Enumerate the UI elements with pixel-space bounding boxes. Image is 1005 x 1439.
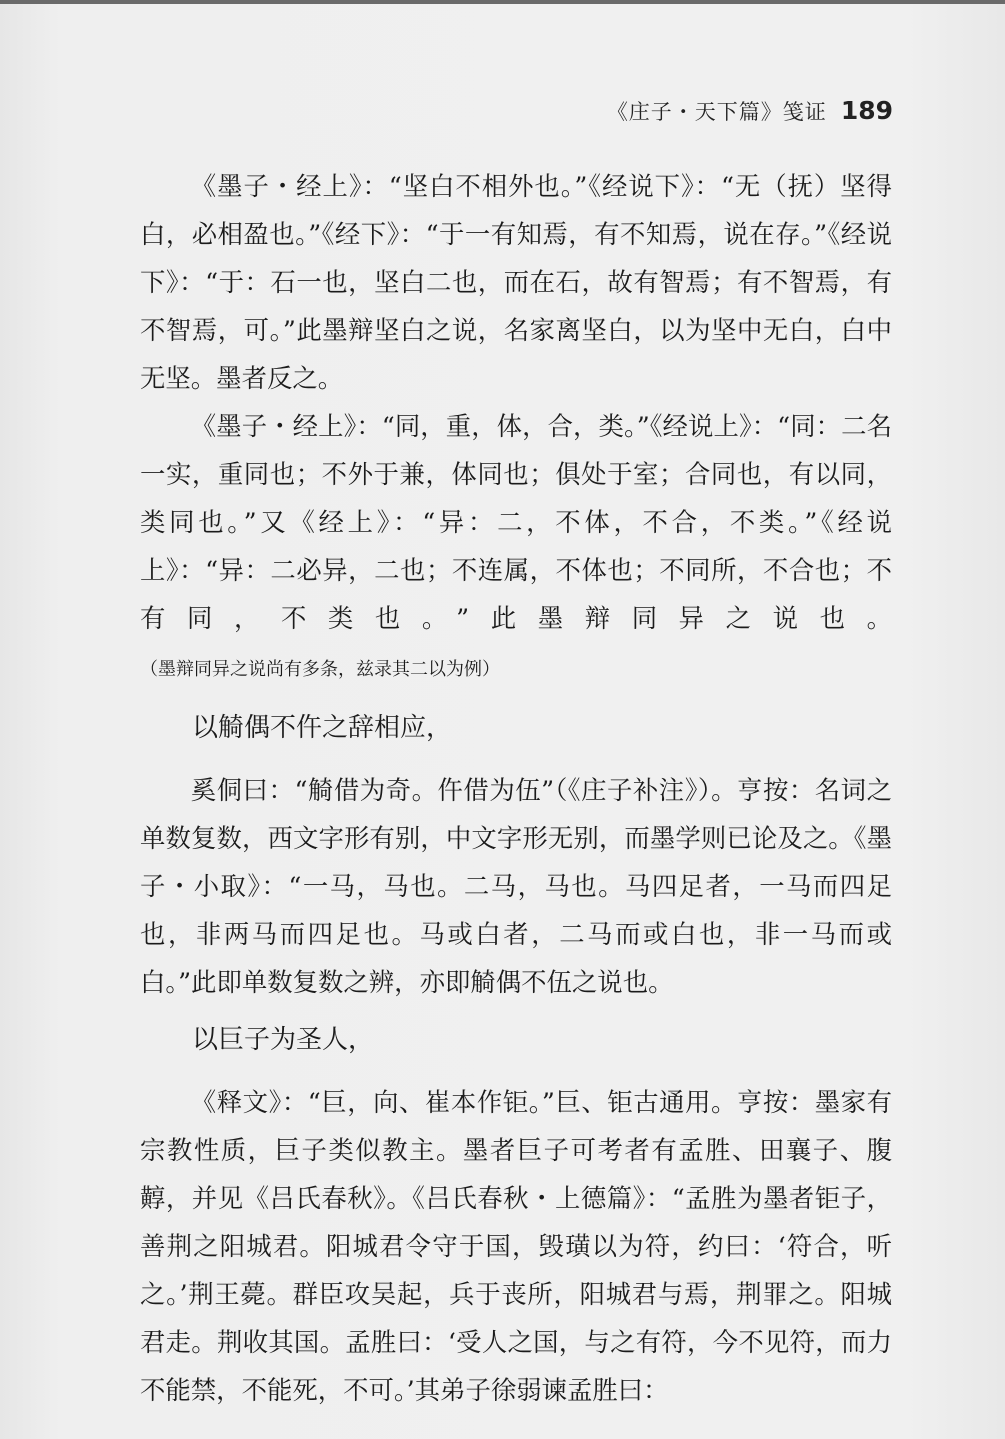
paragraph-jiou: 奚侗曰：“觭借为奇。仵借为伍”（《庄子补注》）。亨按：名词之单数复数，西文字形有别，中文字形无别，而墨学则已论及之。《墨子・小取》：“一马，马也。二马，马也。马四足者，一马而四足也，非两马而四足也。马或白者，二马而或白也，非一马而或白。”此即单数复数之辨，亦即觭偶不伍之说也。 <box>140 775 892 997</box>
top-border <box>0 0 1005 4</box>
entry-heading-juzi: 以巨子为圣人， <box>192 1025 375 1055</box>
paragraph-jianbai: 《墨子・经上》：“坚白不相外也。”《经说下》：“无（抚）坚得白，必相盈也。”《经下》：“于一有知焉，有不知焉，说在存。”《经说下》：“于：石一也，坚白二也，而在石，故有智焉；有不智焉，有不智焉，可。”此墨辩坚白之说，名家离坚白，以为坚中无白，白中无坚。墨者反之。 <box>140 171 892 393</box>
paragraph-juzi: 《释文》：“巨，向、崔本作钜。”巨、钜古通用。亨按：墨家有宗教性质，巨子类似教主。墨者巨子可考者有孟胜、田襄子、腹䵍，并见《吕氏春秋》。《吕氏春秋・上德篇》：“孟胜为墨者钜子，善荆之阳城君。阳城君令守于国，毁璜以为符，约曰：‘符合，听之。’荆王薨。群臣攻吴起，兵于丧所，阳城君与焉，荆罪之。阳城君走。荆收其国。孟胜曰：‘受人之国，与之有符，今不见符，而力不能禁，不能死，不可。’其弟子徐弱谏孟胜曰： <box>140 1087 892 1405</box>
entry-heading-jiou: 以觭偶不仵之辞相应， <box>192 713 453 743</box>
running-header <box>607 96 893 126</box>
inline-note: （墨辩同异之说尚有多条，兹录其二以为例） <box>140 659 500 680</box>
paragraph-tongyi-text: 《墨子・经上》：“同，重，体，合，类。”《经说上》：“同：二名一实，重同也；不外于兼，体同也；俱处于室；合同也，有以同，类同也。”又《经上》：“异：二，不体，不合，不类。”《经说上》：“异：二必异，二也；不连属，不体也；不同所，不合也；不有同，不类也。”此墨辩同异之说也。 <box>140 411 892 633</box>
header-title: 《庄子・天下篇》笺证 <box>606 100 827 124</box>
page-number: 189 <box>840 96 893 125</box>
paragraph-tongyi <box>140 402 892 694</box>
page-body <box>140 162 892 1414</box>
